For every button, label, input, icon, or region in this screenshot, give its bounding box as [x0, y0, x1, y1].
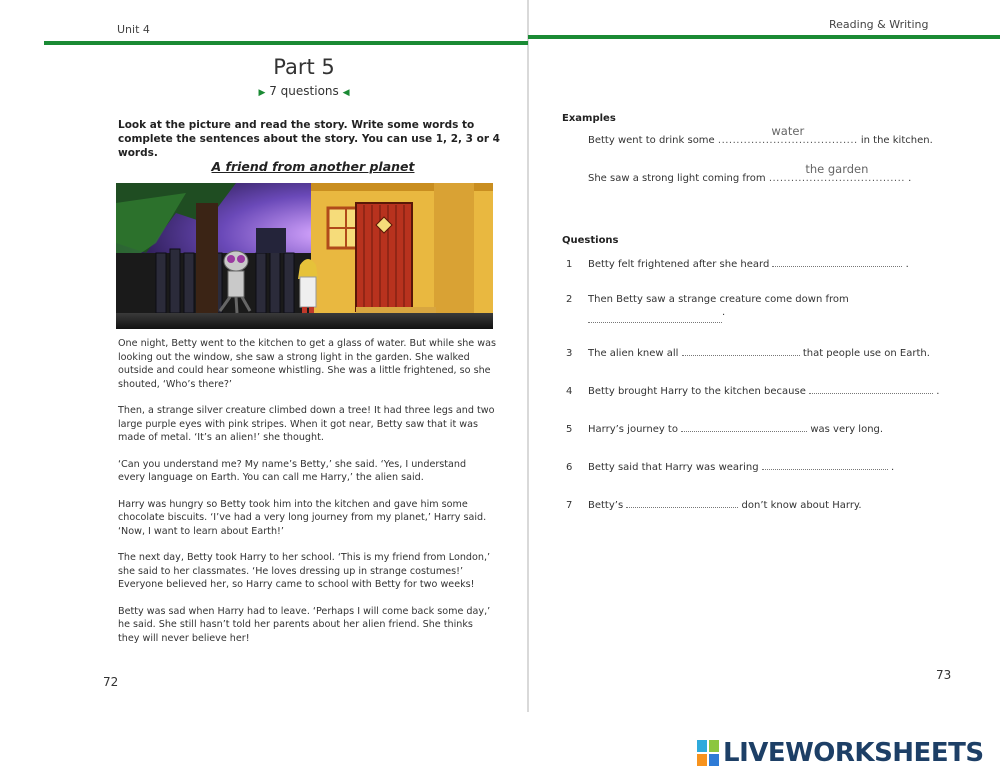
- header-rule-right: [528, 35, 1000, 39]
- answer-blank-5[interactable]: [681, 422, 807, 432]
- answer-blank-1[interactable]: [772, 257, 902, 267]
- story-paragraph: One night, Betty went to the kitchen to get a glass of water. But while she was looking out the window, she saw a strong light in the garden. She walked outside and could hear someone whistling. She was a little frightened, so she shouted, ‘Who’s there?’: [118, 338, 496, 390]
- story-paragraph: The next day, Betty took Harry to her school. ‘This is my friend from London,’ she said to her classmates. ‘He loves dressing up in strange costumes!’ Everyone believed her, so Harry came to school with Betty for two weeks!: [118, 552, 491, 590]
- story-paragraph: ‘Can you understand me? My name’s Betty,’ she said. ‘Yes, I understand every language on Earth. You can call me Harry,’ the alien said.: [118, 458, 467, 483]
- examples-heading: Examples: [562, 113, 616, 124]
- question-number: 5: [566, 424, 573, 435]
- question-text: Betty felt frightened after she heard: [588, 259, 773, 270]
- example-sentence-2: [588, 162, 912, 184]
- question-text: was very long.: [807, 424, 884, 435]
- answer-blank-3[interactable]: [682, 346, 800, 356]
- page-number-left: 72: [103, 675, 119, 689]
- blank-dots: ......................................: [717, 135, 858, 146]
- answer-blank-4[interactable]: [809, 384, 933, 394]
- question-5: [566, 422, 883, 435]
- question-text: .: [933, 386, 940, 397]
- question-2: [566, 294, 849, 305]
- unit-label: Unit 4: [117, 23, 150, 36]
- story-text: [118, 337, 496, 658]
- question-text: Betty said that Harry was wearing: [588, 462, 762, 473]
- instructions: Look at the picture and read the story. Write some words to complete the sentences about the story. You can use 1, 2, 3 or 4 words.: [118, 119, 500, 159]
- example-answer: the garden: [805, 162, 869, 176]
- question-count: [44, 84, 564, 98]
- question-7: [566, 498, 862, 511]
- question-text: .: [887, 462, 895, 473]
- header-rule-left: [44, 41, 528, 45]
- question-3: [566, 346, 930, 359]
- blank-dots: .....................................: [768, 173, 905, 184]
- question-number: 4: [566, 386, 573, 397]
- triangle-left-icon: ◀: [342, 88, 350, 98]
- question-text: Betty brought Harry to the kitchen because: [588, 386, 810, 397]
- logo-cubes-icon: [697, 740, 719, 766]
- answer-blank-2[interactable]: [588, 313, 722, 323]
- logo-text: LIVEWORKSHEETS: [723, 738, 984, 768]
- question-count-text: 7 questions: [269, 84, 339, 98]
- story-paragraph: Betty was sad when Harry had to leave. ‘Perhaps I will come back some day,’ he said. She still hasn’t told her parents about her alien friend. She thinks they will never believe her!: [118, 605, 491, 644]
- example-answer: water: [771, 124, 805, 138]
- question-text: don’t know about Harry.: [738, 500, 862, 511]
- page-number-right: 73: [936, 668, 952, 682]
- example-text: She saw a strong light coming from: [588, 173, 769, 184]
- page-title: Part 5: [273, 55, 335, 79]
- book-spine: [527, 0, 529, 712]
- question-4: [566, 384, 939, 397]
- example-text: Betty went to drink some: [588, 135, 718, 146]
- answer-blank-7[interactable]: [626, 498, 738, 508]
- question-text: Then Betty saw a strange creature come down from: [588, 294, 849, 305]
- question-number: 2: [566, 294, 573, 305]
- example-text: in the kitchen.: [857, 135, 933, 146]
- story-illustration: [116, 183, 493, 329]
- story-title: A friend from another planet: [211, 159, 415, 174]
- question-text: The alien knew all: [588, 348, 682, 359]
- question-text: Betty’s: [588, 500, 627, 511]
- example-text: .: [904, 173, 912, 184]
- question-number: 3: [566, 348, 573, 359]
- question-text: .: [902, 259, 909, 270]
- example-blank: [768, 162, 905, 184]
- liveworksheets-logo: [697, 737, 984, 769]
- triangle-right-icon: ▶: [258, 88, 266, 98]
- questions-heading: Questions: [562, 235, 619, 246]
- question-6: [566, 460, 894, 473]
- question-2-end: .: [722, 307, 726, 318]
- question-text: Harry’s journey to: [588, 424, 682, 435]
- question-text: that people use on Earth.: [799, 348, 930, 359]
- example-blank: [717, 124, 858, 146]
- section-label: Reading & Writing: [829, 18, 929, 31]
- question-number: 6: [566, 462, 573, 473]
- question-1: [566, 257, 909, 270]
- story-paragraph: Then, a strange silver creature climbed down a tree! It had three legs and two large purple eyes with pink stripes. When it got near, Betty saw that it was made of metal. ‘It’s an alien!’ she thought.: [118, 405, 495, 443]
- example-sentence-1: [588, 124, 933, 146]
- story-paragraph: Harry was hungry so Betty took him into the kitchen and gave him some chocolate biscuits. ‘I’ve had a very long journey from my planet,’ Harry said. ‘Now, I want to learn about Earth!’: [118, 498, 487, 537]
- answer-blank-6[interactable]: [762, 460, 888, 470]
- question-number: 1: [566, 259, 573, 270]
- question-number: 7: [566, 500, 573, 511]
